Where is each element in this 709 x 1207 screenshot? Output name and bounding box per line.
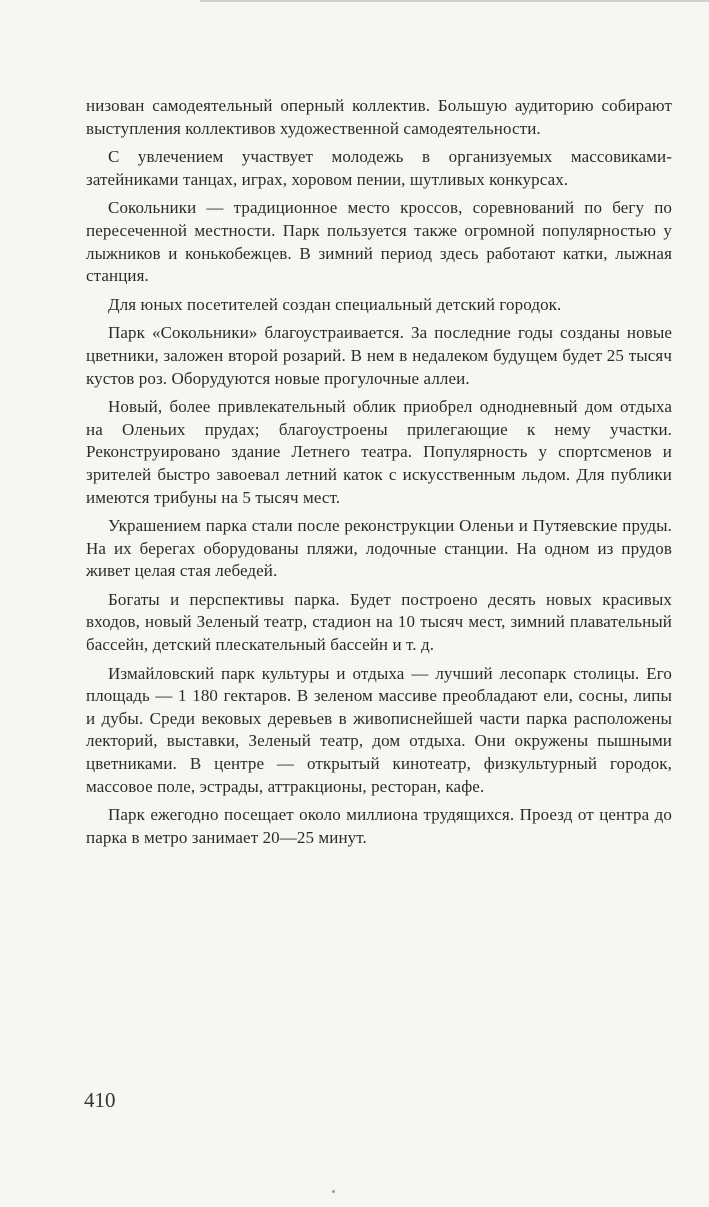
- page-body: [86, 95, 672, 855]
- top-edge-line: [200, 0, 709, 2]
- page-number: 410: [84, 1088, 116, 1112]
- paragraph-5: Парк «Сокольники» благоустраивается. За последние годы созданы новые цветники, заложен второй розарий. В нем в недалеком будущем будет 25 тысяч кустов роз. Оборудуются новые прогулочные аллеи.: [86, 323, 672, 388]
- paragraph-9: Измайловский парк культуры и отдыха — лучший лесопарк столицы. Его площадь — 1 180 гектаров. В зеленом массиве преобладают ели, сосны, липы и дубы. Среди вековых деревьев в живописнейшей части парка расположены лекторий, выставки, Зеленый театр, дом отдыха. Они окружены пышными цветниками. В центре — открытый кинотеатр, физкультурный городок, массовое поле, эстрады, аттракционы, ресторан, кафе.: [86, 663, 672, 796]
- paragraph-6: Новый, более привлекательный облик приобрел однодневный дом отдыха на Оленьих прудах; благоустроены прилегающие к нему участки. Реконструировано здание Летнего театра. Популярность у спортсменов и зрителей быстро завоевал летний каток с искусственным льдом. Для публики имеются трибуны на 5 тысяч мест.: [86, 397, 672, 507]
- paragraph-2: С увлечением участвует молодежь в организуемых массовиками-затейниками танцах, играх, хоровом пении, шутливых конкурсах.: [86, 147, 672, 189]
- paragraph-7: Украшением парка стали после реконструкции Оленьи и Путяевские пруды. На их берегах оборудованы пляжи, лодочные станции. На одном из прудов живет целая стая лебедей.: [86, 516, 672, 581]
- paragraph-8: Богаты и перспективы парка. Будет построено десять новых красивых входов, новый Зеленый театр, стадион на 10 тысяч мест, зимний плавательный бассейн, детский плескательный бассейн и т. д.: [86, 589, 672, 655]
- paragraph-4: Для юных посетителей создан специальный детский городок.: [108, 294, 562, 314]
- paragraph-3: Сокольники — традиционное место кроссов, соревнований по бегу по пересеченной местности. Парк пользуется также огромной популярностью у лыжников и конькобежцев. В зимний период здесь работают катки, лыжная станция.: [86, 198, 672, 286]
- paragraph-10: Парк ежегодно посещает около миллиона трудящихся. Проезд от центра до парка в метро занимает 20—25 минут.: [86, 805, 672, 847]
- paragraph-1: низован самодеятельный оперный коллектив. Большую аудиторию собирают выступления коллективов художественной самодеятельности.: [86, 96, 672, 138]
- print-speck: [332, 1190, 335, 1193]
